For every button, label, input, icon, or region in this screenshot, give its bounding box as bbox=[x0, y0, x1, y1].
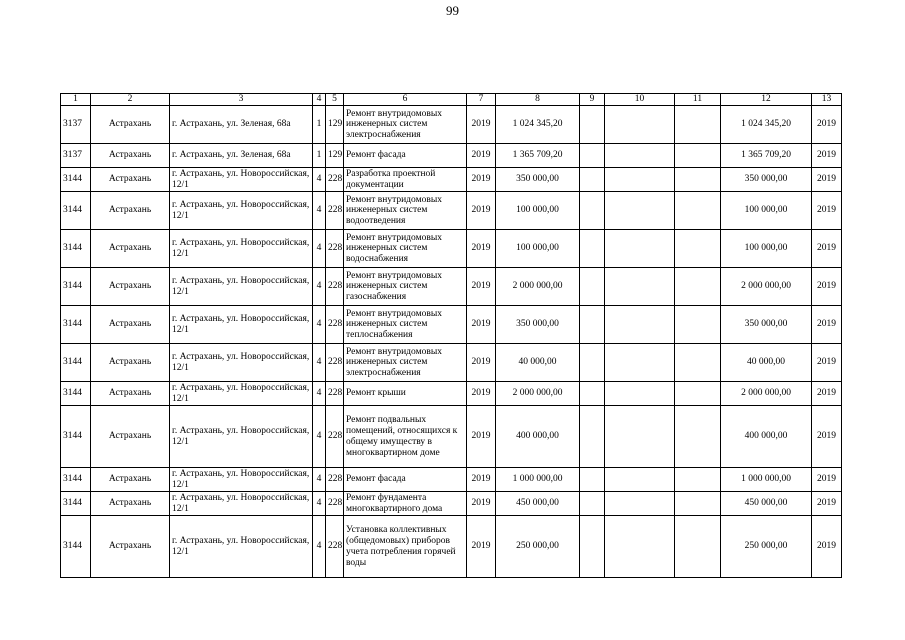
col9-cell bbox=[580, 306, 605, 344]
col10-cell bbox=[605, 406, 675, 468]
column-header: 2 bbox=[91, 94, 170, 106]
col9-cell bbox=[580, 168, 605, 192]
table-row bbox=[61, 268, 842, 306]
year-cell: 2019 bbox=[467, 516, 496, 578]
year-cell: 2019 bbox=[467, 268, 496, 306]
city-cell: Астрахань bbox=[91, 230, 170, 268]
col9-cell bbox=[580, 230, 605, 268]
address-cell: г. Астрахань, ул. Новороссийская, 12/1 bbox=[170, 406, 313, 468]
house-id-cell: 3144 bbox=[61, 344, 91, 382]
total-cost-cell: 40 000,00 bbox=[721, 344, 812, 382]
table-row bbox=[61, 492, 842, 516]
house-id-cell: 3144 bbox=[61, 468, 91, 492]
address-cell: г. Астрахань, ул. Новороссийская, 12/1 bbox=[170, 382, 313, 406]
house-id-cell: 3144 bbox=[61, 230, 91, 268]
address-cell: г. Астрахань, ул. Зеленая, 68а bbox=[170, 144, 313, 168]
col9-cell bbox=[580, 406, 605, 468]
work-type-cell: Ремонт внутридомовых инженерных систем водоснабжения bbox=[344, 230, 467, 268]
col4-cell: 4 bbox=[313, 468, 326, 492]
col11-cell bbox=[675, 344, 721, 382]
col4-cell: 4 bbox=[313, 406, 326, 468]
year-cell: 2019 bbox=[467, 230, 496, 268]
year-cell: 2019 bbox=[467, 344, 496, 382]
house-id-cell: 3137 bbox=[61, 106, 91, 144]
year-cell: 2019 bbox=[467, 168, 496, 192]
col5-cell: 228 bbox=[326, 468, 344, 492]
work-type-cell: Ремонт крыши bbox=[344, 382, 467, 406]
col5-cell: 228 bbox=[326, 168, 344, 192]
city-cell: Астрахань bbox=[91, 106, 170, 144]
cost-cell: 100 000,00 bbox=[496, 230, 580, 268]
col10-cell bbox=[605, 268, 675, 306]
column-header: 6 bbox=[344, 94, 467, 106]
col4-cell: 4 bbox=[313, 344, 326, 382]
total-cost-cell: 250 000,00 bbox=[721, 516, 812, 578]
address-cell: г. Астрахань, ул. Новороссийская, 12/1 bbox=[170, 516, 313, 578]
house-id-cell: 3144 bbox=[61, 382, 91, 406]
col10-cell bbox=[605, 468, 675, 492]
col11-cell bbox=[675, 382, 721, 406]
house-id-cell: 3144 bbox=[61, 516, 91, 578]
year-cell: 2019 bbox=[467, 106, 496, 144]
col4-cell: 1 bbox=[313, 144, 326, 168]
table-row bbox=[61, 106, 842, 144]
plan-year-cell: 2019 bbox=[812, 192, 842, 230]
cost-cell: 2 000 000,00 bbox=[496, 382, 580, 406]
house-id-cell: 3144 bbox=[61, 492, 91, 516]
col5-cell: 228 bbox=[326, 306, 344, 344]
city-cell: Астрахань bbox=[91, 306, 170, 344]
col4-cell: 4 bbox=[313, 168, 326, 192]
work-type-cell: Ремонт внутридомовых инженерных систем электроснабжения bbox=[344, 344, 467, 382]
plan-year-cell: 2019 bbox=[812, 516, 842, 578]
column-header: 5 bbox=[326, 94, 344, 106]
cost-cell: 400 000,00 bbox=[496, 406, 580, 468]
col4-cell: 4 bbox=[313, 306, 326, 344]
cost-cell: 1 365 709,20 bbox=[496, 144, 580, 168]
col4-cell: 4 bbox=[313, 230, 326, 268]
col11-cell bbox=[675, 268, 721, 306]
col5-cell: 228 bbox=[326, 492, 344, 516]
column-header: 12 bbox=[721, 94, 812, 106]
plan-year-cell: 2019 bbox=[812, 144, 842, 168]
work-type-cell: Разработка проектной документации bbox=[344, 168, 467, 192]
col11-cell bbox=[675, 192, 721, 230]
col10-cell bbox=[605, 492, 675, 516]
col4-cell: 4 bbox=[313, 268, 326, 306]
col9-cell bbox=[580, 468, 605, 492]
city-cell: Астрахань bbox=[91, 468, 170, 492]
house-id-cell: 3144 bbox=[61, 192, 91, 230]
total-cost-cell: 1 365 709,20 bbox=[721, 144, 812, 168]
column-header: 1 bbox=[61, 94, 91, 106]
city-cell: Астрахань bbox=[91, 268, 170, 306]
year-cell: 2019 bbox=[467, 144, 496, 168]
table-row bbox=[61, 406, 842, 468]
col10-cell bbox=[605, 192, 675, 230]
work-type-cell: Ремонт подвальных помещений, относящихся к общему имуществу в многоквартирном доме bbox=[344, 406, 467, 468]
table-row bbox=[61, 382, 842, 406]
col11-cell bbox=[675, 144, 721, 168]
column-header: 10 bbox=[605, 94, 675, 106]
plan-year-cell: 2019 bbox=[812, 468, 842, 492]
table-row bbox=[61, 306, 842, 344]
col4-cell: 4 bbox=[313, 382, 326, 406]
table-row bbox=[61, 516, 842, 578]
cost-cell: 250 000,00 bbox=[496, 516, 580, 578]
col10-cell bbox=[605, 106, 675, 144]
work-type-cell: Ремонт внутридомовых инженерных систем электроснабжения bbox=[344, 106, 467, 144]
column-header: 9 bbox=[580, 94, 605, 106]
total-cost-cell: 450 000,00 bbox=[721, 492, 812, 516]
col10-cell bbox=[605, 168, 675, 192]
col9-cell bbox=[580, 192, 605, 230]
plan-year-cell: 2019 bbox=[812, 382, 842, 406]
col5-cell: 228 bbox=[326, 230, 344, 268]
year-cell: 2019 bbox=[467, 306, 496, 344]
page-number: 99 bbox=[446, 3, 459, 18]
header-row bbox=[61, 94, 842, 106]
plan-year-cell: 2019 bbox=[812, 406, 842, 468]
col5-cell: 129 bbox=[326, 144, 344, 168]
col5-cell: 228 bbox=[326, 516, 344, 578]
col4-cell: 4 bbox=[313, 492, 326, 516]
col5-cell: 228 bbox=[326, 192, 344, 230]
col11-cell bbox=[675, 106, 721, 144]
col11-cell bbox=[675, 406, 721, 468]
house-id-cell: 3144 bbox=[61, 268, 91, 306]
table-row bbox=[61, 168, 842, 192]
cost-cell: 2 000 000,00 bbox=[496, 268, 580, 306]
city-cell: Астрахань bbox=[91, 144, 170, 168]
plan-year-cell: 2019 bbox=[812, 306, 842, 344]
cost-cell: 1 024 345,20 bbox=[496, 106, 580, 144]
plan-year-cell: 2019 bbox=[812, 168, 842, 192]
address-cell: г. Астрахань, ул. Новороссийская, 12/1 bbox=[170, 492, 313, 516]
col9-cell bbox=[580, 268, 605, 306]
table-row bbox=[61, 344, 842, 382]
column-header: 8 bbox=[496, 94, 580, 106]
total-cost-cell: 2 000 000,00 bbox=[721, 382, 812, 406]
work-type-cell: Ремонт фасада bbox=[344, 144, 467, 168]
total-cost-cell: 350 000,00 bbox=[721, 306, 812, 344]
house-id-cell: 3144 bbox=[61, 306, 91, 344]
city-cell: Астрахань bbox=[91, 168, 170, 192]
col4-cell: 4 bbox=[313, 516, 326, 578]
year-cell: 2019 bbox=[467, 492, 496, 516]
col11-cell bbox=[675, 492, 721, 516]
city-cell: Астрахань bbox=[91, 406, 170, 468]
address-cell: г. Астрахань, ул. Новороссийская, 12/1 bbox=[170, 168, 313, 192]
col9-cell bbox=[580, 492, 605, 516]
address-cell: г. Астрахань, ул. Новороссийская, 12/1 bbox=[170, 230, 313, 268]
house-id-cell: 3144 bbox=[61, 406, 91, 468]
total-cost-cell: 100 000,00 bbox=[721, 192, 812, 230]
city-cell: Астрахань bbox=[91, 382, 170, 406]
total-cost-cell: 1 000 000,00 bbox=[721, 468, 812, 492]
col4-cell: 4 bbox=[313, 192, 326, 230]
total-cost-cell: 1 024 345,20 bbox=[721, 106, 812, 144]
column-header: 3 bbox=[170, 94, 313, 106]
work-type-cell: Ремонт внутридомовых инженерных систем водоотведения bbox=[344, 192, 467, 230]
col11-cell bbox=[675, 306, 721, 344]
col5-cell: 228 bbox=[326, 344, 344, 382]
col11-cell bbox=[675, 516, 721, 578]
col11-cell bbox=[675, 230, 721, 268]
work-type-cell: Ремонт фасада bbox=[344, 468, 467, 492]
city-cell: Астрахань bbox=[91, 192, 170, 230]
cost-cell: 1 000 000,00 bbox=[496, 468, 580, 492]
address-cell: г. Астрахань, ул. Новороссийская, 12/1 bbox=[170, 306, 313, 344]
plan-year-cell: 2019 bbox=[812, 268, 842, 306]
year-cell: 2019 bbox=[467, 192, 496, 230]
col9-cell bbox=[580, 516, 605, 578]
table-row bbox=[61, 192, 842, 230]
col10-cell bbox=[605, 230, 675, 268]
year-cell: 2019 bbox=[467, 468, 496, 492]
house-id-cell: 3137 bbox=[61, 144, 91, 168]
col10-cell bbox=[605, 144, 675, 168]
cost-cell: 100 000,00 bbox=[496, 192, 580, 230]
col9-cell bbox=[580, 144, 605, 168]
col9-cell bbox=[580, 106, 605, 144]
work-type-cell: Ремонт внутридомовых инженерных систем теплоснабжения bbox=[344, 306, 467, 344]
total-cost-cell: 2 000 000,00 bbox=[721, 268, 812, 306]
table-row bbox=[61, 230, 842, 268]
col5-cell: 228 bbox=[326, 406, 344, 468]
col5-cell: 228 bbox=[326, 268, 344, 306]
address-cell: г. Астрахань, ул. Зеленая, 68а bbox=[170, 106, 313, 144]
column-header: 13 bbox=[812, 94, 842, 106]
col5-cell: 129 bbox=[326, 106, 344, 144]
column-header: 11 bbox=[675, 94, 721, 106]
cost-cell: 350 000,00 bbox=[496, 168, 580, 192]
col5-cell: 228 bbox=[326, 382, 344, 406]
city-cell: Астрахань bbox=[91, 492, 170, 516]
table-row bbox=[61, 468, 842, 492]
year-cell: 2019 bbox=[467, 382, 496, 406]
address-cell: г. Астрахань, ул. Новороссийская, 12/1 bbox=[170, 192, 313, 230]
total-cost-cell: 400 000,00 bbox=[721, 406, 812, 468]
address-cell: г. Астрахань, ул. Новороссийская, 12/1 bbox=[170, 268, 313, 306]
house-id-cell: 3144 bbox=[61, 168, 91, 192]
city-cell: Астрахань bbox=[91, 344, 170, 382]
column-header: 4 bbox=[313, 94, 326, 106]
col10-cell bbox=[605, 306, 675, 344]
col10-cell bbox=[605, 516, 675, 578]
col11-cell bbox=[675, 468, 721, 492]
address-cell: г. Астрахань, ул. Новороссийская, 12/1 bbox=[170, 468, 313, 492]
work-type-cell: Ремонт фундамента многоквартирного дома bbox=[344, 492, 467, 516]
col10-cell bbox=[605, 382, 675, 406]
work-type-cell: Установка коллективных (общедомовых) приборов учета потребления горячей воды bbox=[344, 516, 467, 578]
year-cell: 2019 bbox=[467, 406, 496, 468]
cost-cell: 350 000,00 bbox=[496, 306, 580, 344]
total-cost-cell: 350 000,00 bbox=[721, 168, 812, 192]
table-row bbox=[61, 144, 842, 168]
repair-program-table bbox=[60, 93, 842, 578]
plan-year-cell: 2019 bbox=[812, 230, 842, 268]
plan-year-cell: 2019 bbox=[812, 492, 842, 516]
work-type-cell: Ремонт внутридомовых инженерных систем газоснабжения bbox=[344, 268, 467, 306]
cost-cell: 40 000,00 bbox=[496, 344, 580, 382]
plan-year-cell: 2019 bbox=[812, 106, 842, 144]
city-cell: Астрахань bbox=[91, 516, 170, 578]
col10-cell bbox=[605, 344, 675, 382]
total-cost-cell: 100 000,00 bbox=[721, 230, 812, 268]
plan-year-cell: 2019 bbox=[812, 344, 842, 382]
cost-cell: 450 000,00 bbox=[496, 492, 580, 516]
column-header: 7 bbox=[467, 94, 496, 106]
col9-cell bbox=[580, 344, 605, 382]
address-cell: г. Астрахань, ул. Новороссийская, 12/1 bbox=[170, 344, 313, 382]
col4-cell: 1 bbox=[313, 106, 326, 144]
col11-cell bbox=[675, 168, 721, 192]
col9-cell bbox=[580, 382, 605, 406]
